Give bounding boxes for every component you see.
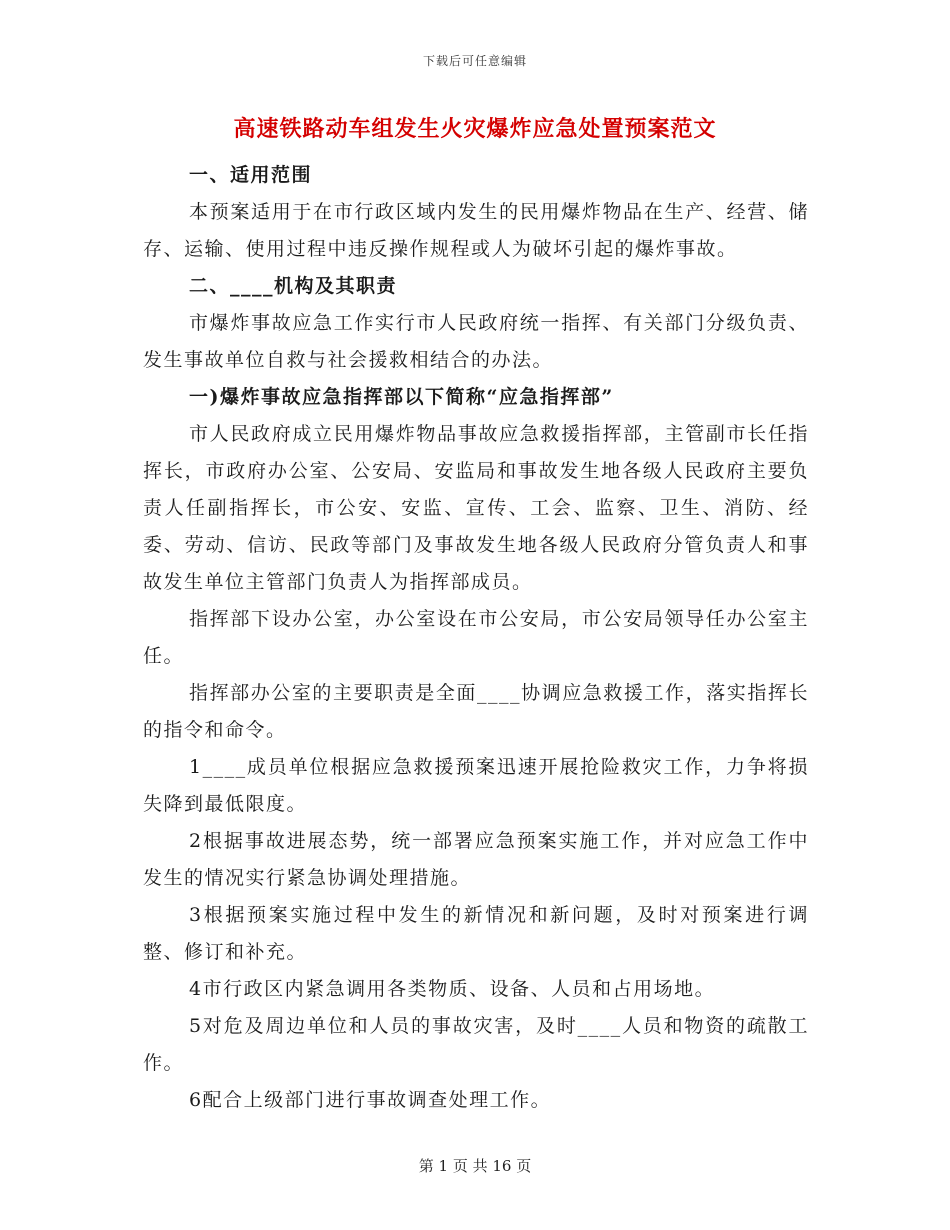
page-number-footer: 第 1 页 共 16 页 (418, 1157, 532, 1175)
list-item: 6配合上级部门进行事故调查处理工作。 (189, 1089, 552, 1111)
body-paragraph: 市爆炸事故应急工作实行市人民政府统一指挥、有关部门分级负责、发生事故单位自救与社会援救相结合的办法。 (143, 312, 809, 371)
section-heading: 一、适用范围 (189, 164, 313, 186)
list-item: 5对危及周边单位和人员的事故灾害，及时____人员和物资的疏散工作。 (143, 1015, 809, 1074)
section-heading: 二、____机构及其职责 (189, 275, 398, 297)
body-paragraph: 指挥部下设办公室，办公室设在市公安局，市公安局领导任办公室主任。 (143, 608, 809, 667)
subsection-heading: 一)爆炸事故应急指挥部以下简称“应急指挥部” (189, 386, 614, 408)
list-item: 2根据事故进展态势，统一部署应急预案实施工作，并对应急工作中发生的情况实行紧急协调处理措施。 (143, 830, 809, 889)
body-paragraph: 指挥部办公室的主要职责是全面____协调应急救援工作，落实指挥长的指令和命令。 (143, 682, 809, 741)
body-paragraph: 本预案适用于在市行政区域内发生的民用爆炸物品在生产、经营、储存、运输、使用过程中违反操作规程或人为破坏引起的爆炸事故。 (143, 201, 809, 260)
document-body (143, 157, 809, 1119)
list-item: 1____成员单位根据应急救援预案迅速开展抢险救灾工作，力争将损失降到最低限度。 (143, 756, 809, 815)
page-header-note: 下载后可任意编辑 (422, 54, 527, 68)
list-item: 4市行政区内紧急调用各类物质、设备、人员和占用场地。 (189, 978, 716, 1000)
body-paragraph: 市人民政府成立民用爆炸物品事故应急救援指挥部，主管副市长任指挥长，市政府办公室、公安局、安监局和事故发生地各级人民政府主要负责人任副指挥长，市公安、安监、宣传、工会、监察、卫生、消防、经委、劳动、信访、民政等部门及事故发生地各级人民政府分管负责人和事故发生单位主管部门负责人为指挥部成员。 (143, 423, 809, 593)
list-item: 3根据预案实施过程中发生的新情况和新问题，及时对预案进行调整、修订和补充。 (143, 904, 809, 963)
document-title: 高速铁路动车组发生火灾爆炸应急处置预案范文 (233, 116, 717, 142)
